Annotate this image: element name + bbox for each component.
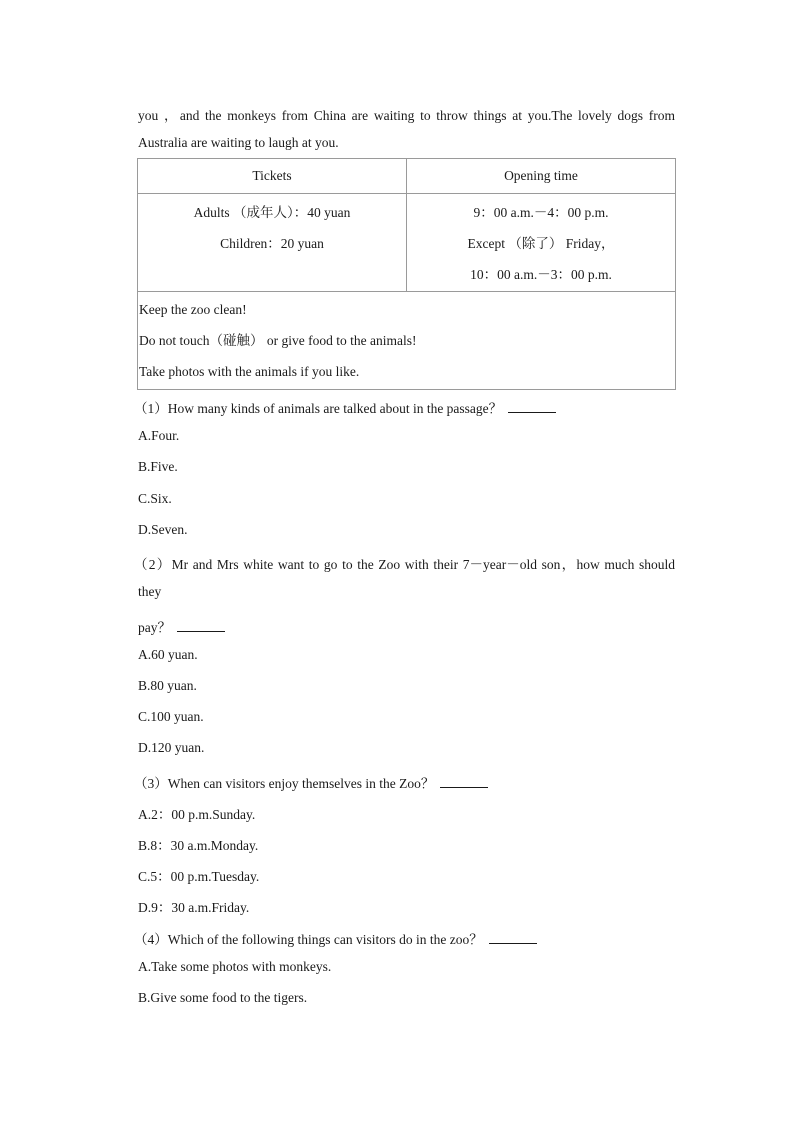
question-4-text: （4）Which of the following things can visitors do in the zoo？ bbox=[134, 932, 483, 947]
question-2-line-3 bbox=[138, 616, 225, 636]
q1-option-d: D.Seven. bbox=[138, 522, 188, 537]
tickets-header: Tickets bbox=[138, 159, 407, 194]
question-1-text: （1）How many kinds of animals are talked about in the passage？ bbox=[134, 401, 503, 416]
zoo-rules-cell bbox=[138, 292, 676, 390]
question-3-text: （3）When can visitors enjoy themselves in the Zoo？ bbox=[134, 776, 435, 791]
question-4-prompt bbox=[134, 928, 537, 948]
q2-option-d: D.120 yuan. bbox=[138, 740, 205, 755]
friday-hours: 10：00 a.m.－3：00 p.m. bbox=[470, 267, 612, 282]
question-2-line-2: they bbox=[138, 584, 162, 599]
q4-option-b: B.Give some food to the tigers. bbox=[138, 990, 308, 1005]
q4-option-a: A.Take some photos with monkeys. bbox=[138, 959, 332, 974]
q3-option-c: C.5：00 p.m.Tuesday. bbox=[138, 869, 260, 884]
q1-option-c: C.Six. bbox=[138, 491, 172, 506]
opening-time-cell bbox=[407, 194, 676, 292]
q2-option-b: B.80 yuan. bbox=[138, 678, 197, 693]
adult-price: Adults （成年人）：40 yuan bbox=[193, 205, 351, 220]
question-3-prompt bbox=[134, 772, 488, 792]
rule-keep-clean: Keep the zoo clean! bbox=[139, 302, 247, 317]
q2-option-a: A.60 yuan. bbox=[138, 647, 198, 662]
q1-option-b: B.Five. bbox=[138, 459, 178, 474]
regular-hours: 9：00 a.m.－4：00 p.m. bbox=[473, 205, 609, 220]
q2-option-c: C.100 yuan. bbox=[138, 709, 204, 724]
question-1-prompt bbox=[134, 397, 556, 417]
opening-time-header: Opening time bbox=[407, 159, 676, 194]
q3-option-b: B.8：30 a.m.Monday. bbox=[138, 838, 259, 853]
answer-blank-1[interactable] bbox=[508, 400, 556, 413]
child-price: Children：20 yuan bbox=[220, 236, 324, 251]
answer-blank-3[interactable] bbox=[440, 775, 488, 788]
q3-option-a: A.2：00 p.m.Sunday. bbox=[138, 807, 256, 822]
q1-option-a: A.Four. bbox=[138, 428, 180, 443]
except-friday: Except （除了） Friday， bbox=[467, 236, 615, 251]
rule-no-touch: Do not touch（碰触） or give food to the animals! bbox=[139, 333, 417, 348]
tickets-cell bbox=[138, 194, 407, 292]
zoo-info-table bbox=[137, 158, 676, 390]
question-2-line-1: （2）Mr and Mrs white want to go to the Zoo with their 7－year－old son，how much should bbox=[134, 557, 675, 572]
q3-option-d: D.9：30 a.m.Friday. bbox=[138, 900, 250, 915]
rule-photos: Take photos with the animals if you like. bbox=[139, 364, 360, 379]
question-2-text: pay？ bbox=[138, 620, 171, 635]
answer-blank-4[interactable] bbox=[489, 931, 537, 944]
answer-blank-2[interactable] bbox=[177, 619, 225, 632]
intro-line-2: Australia are waiting to laugh at you. bbox=[138, 135, 339, 150]
intro-line-1: you ，and the monkeys from China are waiting to throw things at you.The lovely dogs from bbox=[138, 108, 675, 123]
